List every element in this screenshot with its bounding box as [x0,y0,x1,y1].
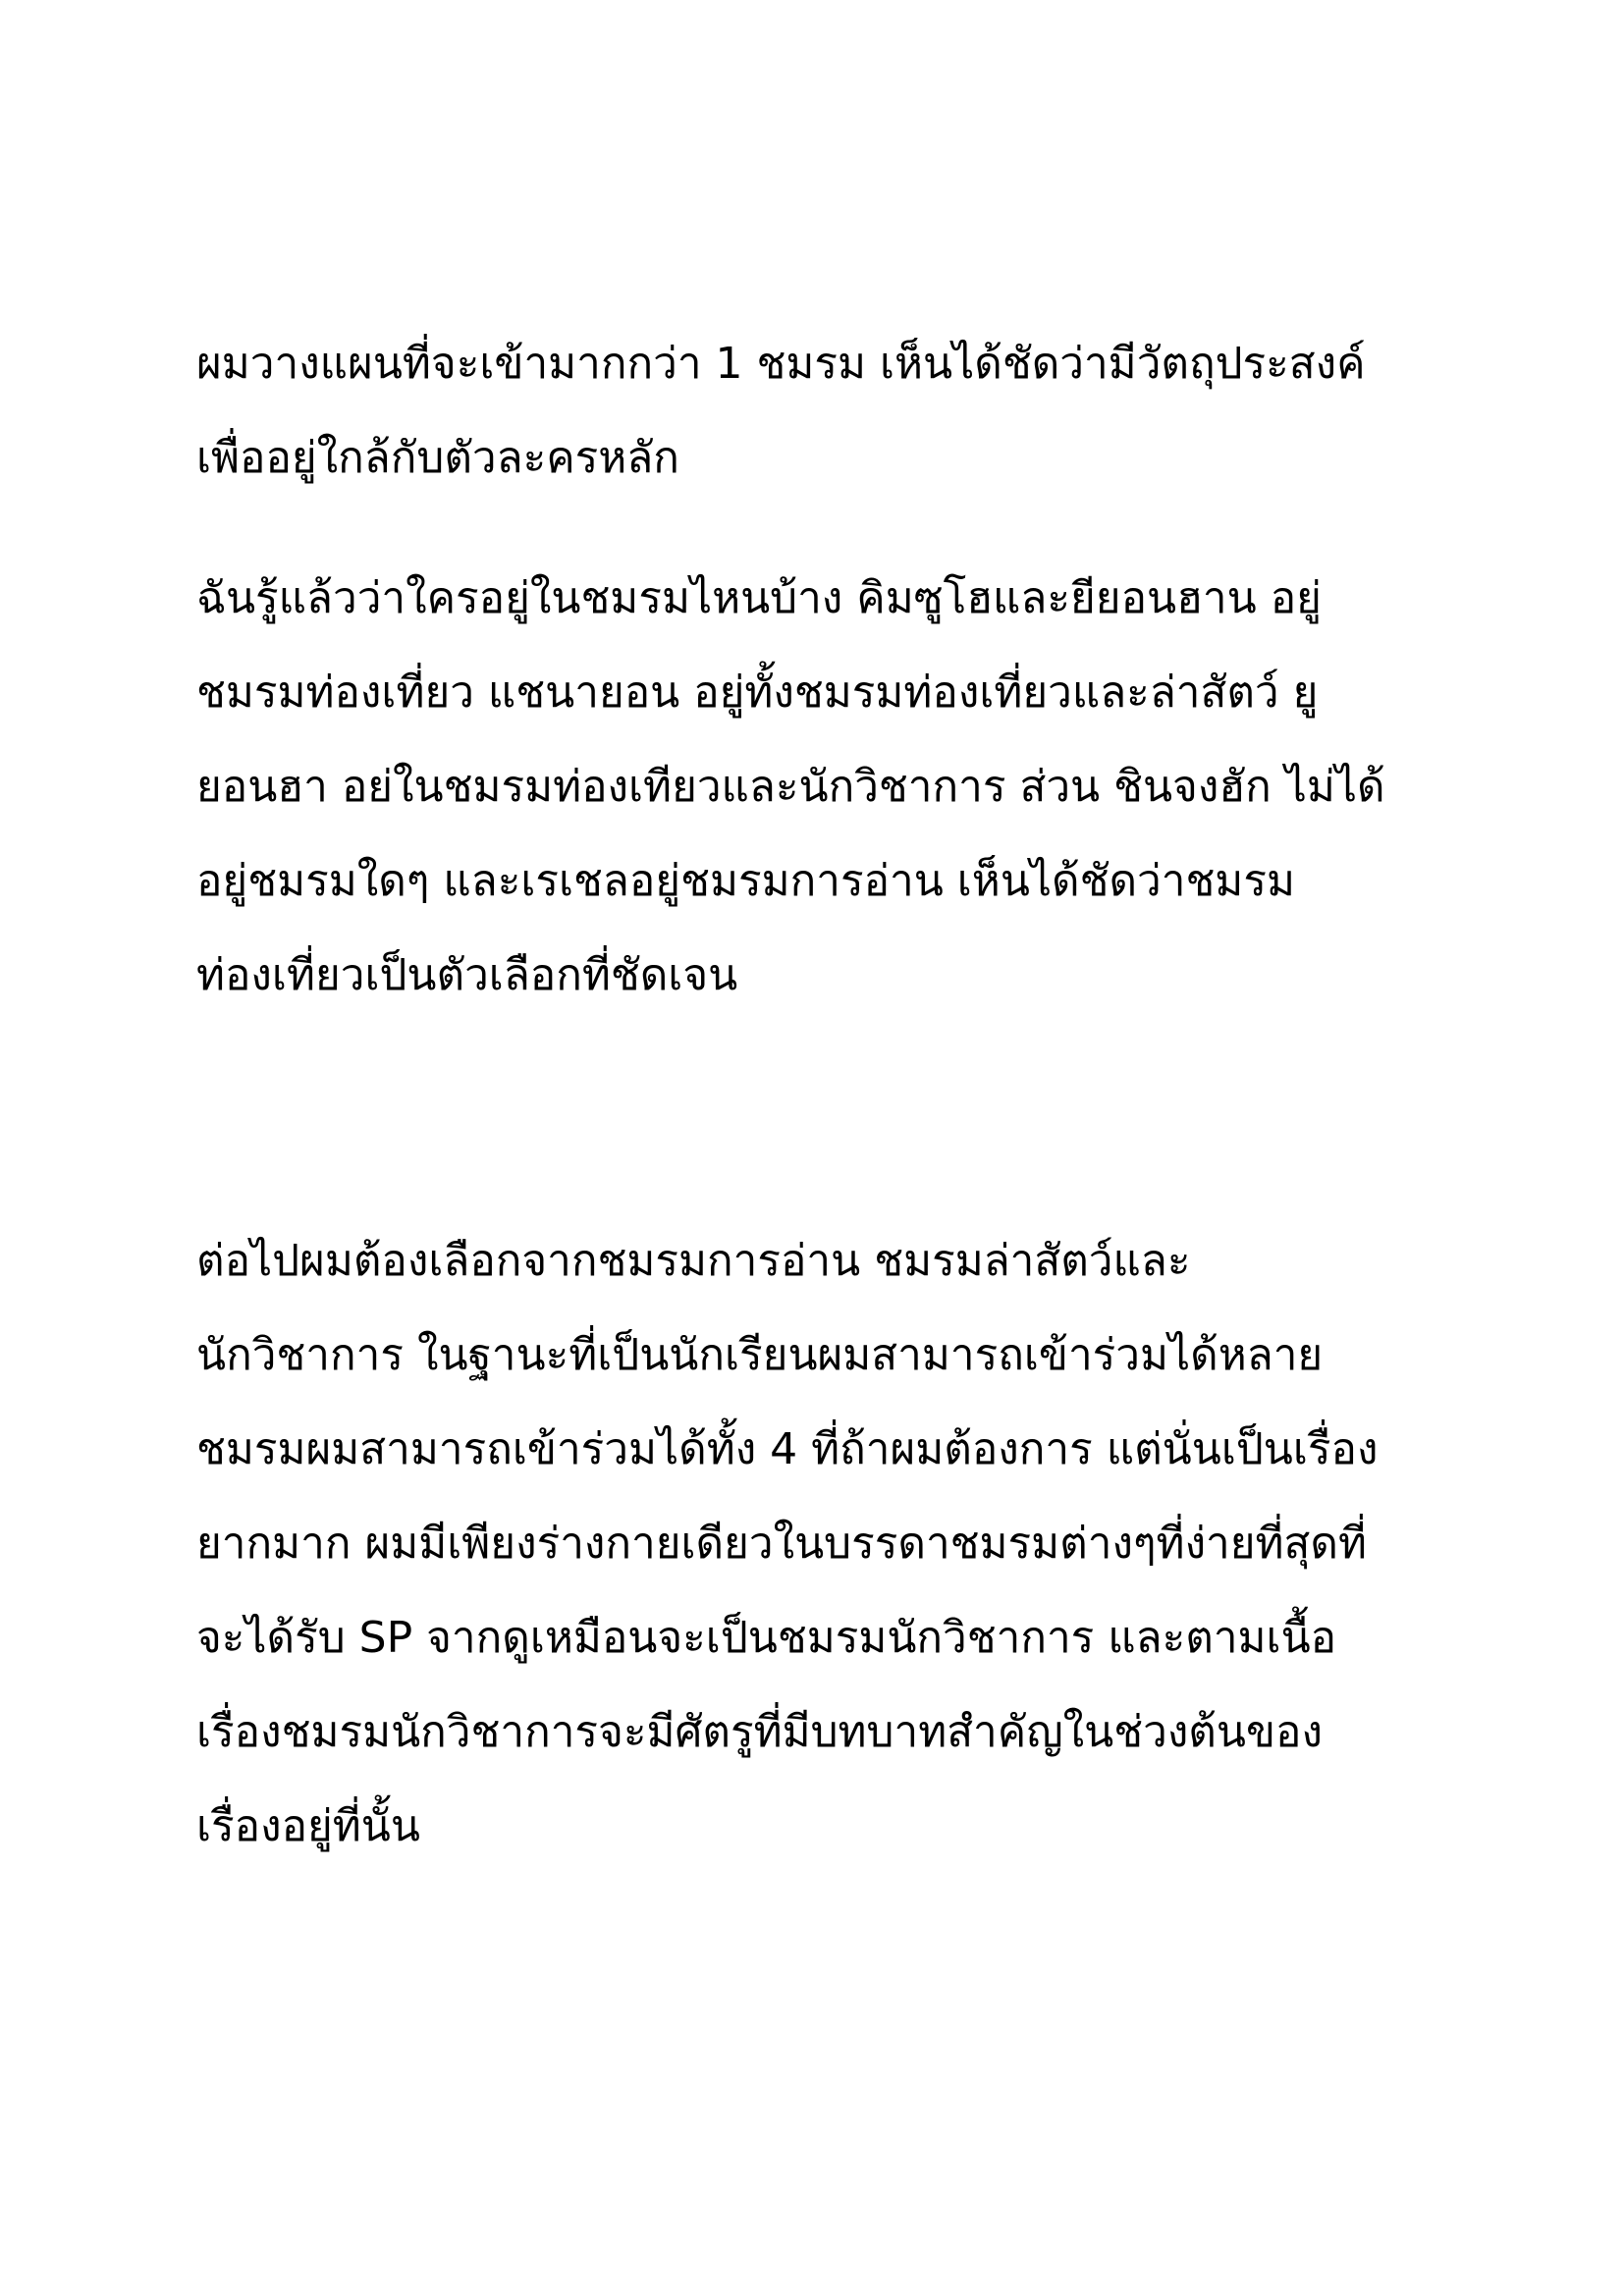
text-line: ต่อไปผมต้องเลือกจากชมรมการอ่าน ชมรมล่าสัตว์และ [196,1236,1191,1286]
paragraph-3 [196,1214,1473,1874]
paragraph-2 [196,552,1473,1023]
text-line: เรื่องอยู่ที่นั้น [196,1801,420,1851]
text-line: ชมรมท่องเที่ยว แชนายอน อยู่ทั้งชมรมท่องเที่ยวและล่าสัตว์ ยู [196,667,1319,718]
text-line: อยู่ชมรมใดๆ และเรเชลอยู่ชมรมการอ่าน เห็นได้ชัดว่าชมรม [196,856,1295,906]
text-line: ท่องเที่ยวเป็นตัวเลือกที่ชัดเจน [196,950,738,1000]
paragraph-1 [196,317,1473,506]
text-line: ยากมาก ผมมีเพียงร่างกายเดียวในบรรดาชมรมต่างๆที่ง่ายที่สุดที่ [196,1519,1367,1569]
text-line: นักวิชาการ ในฐานะที่เป็นนักเรียนผมสามารถเข้าร่วมได้หลาย [196,1330,1324,1380]
text-line: จะได้รับ SP จากดูเหมือนจะเป็นชมรมนักวิชาการ และตามเนื้อ [196,1613,1337,1663]
text-line: ชมรมผมสามารถเข้าร่วมได้ทั้ง 4 ที่ถ้าผมต้องการ แต่นั่นเป็นเรื่อง [196,1424,1379,1474]
text-line: ยอนฮา อย่ในชมรมท่องเทียวและนักวิชาการ ส่วน ชินจงฮัก ไม่ได้ [196,762,1385,812]
text-line: ผมวางแผนที่จะเข้ามากกว่า 1 ชมรม เห็นได้ชัดว่ามีวัตถุประสงค์ [196,339,1366,389]
text-line: ฉันรู้แล้วว่าใครอยู่ในชมรมไหนบ้าง คิมซูโฮและยียอนฮาน อยู่ [196,573,1322,623]
text-line: เพื่ออยู่ใกล้กับตัวละครหลัก [196,433,679,483]
text-line: เรื่องชมรมนักวิชาการจะมีศัตรูที่มีบทบาทสำคัญในช่วงต้นของ [196,1707,1323,1757]
